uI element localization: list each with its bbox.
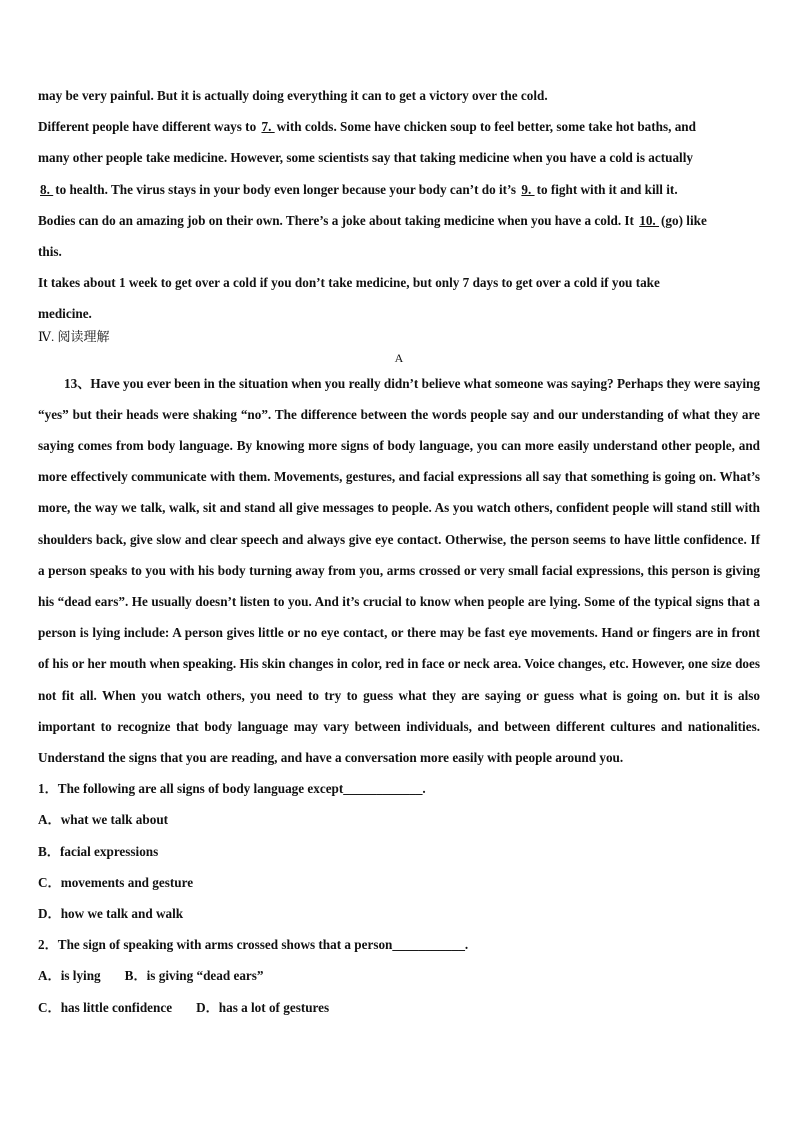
question-1-option-b: B．facial expressions bbox=[38, 843, 159, 859]
text: Bodies can do an amazing job on their own. There’s a joke about taking medicine when you have a cold. It bbox=[38, 212, 638, 228]
question-2-option-c: C．has little confidence bbox=[38, 999, 173, 1015]
text: (go) like bbox=[661, 212, 707, 228]
cloze-line-1: may be very painful. But it is actually doing everything it can to get a victory over the cold. bbox=[38, 88, 548, 103]
text: Different people have different ways to bbox=[38, 119, 260, 135]
text: to health. The virus stays in your body even longer because your body can’t do it’s bbox=[55, 181, 520, 197]
question-2-options-row-2 bbox=[38, 992, 760, 1023]
cloze-line-8: medicine. bbox=[38, 306, 92, 322]
blank-9: 9. bbox=[521, 181, 535, 197]
question-1-option-a: A．what we talk about bbox=[38, 812, 169, 828]
question-2-option-d: D．has a lot of gestures bbox=[196, 999, 330, 1015]
text: to fight with it and kill it. bbox=[536, 181, 678, 197]
cloze-line-4 bbox=[38, 174, 760, 205]
blank-10: 10. bbox=[639, 212, 660, 228]
blank-7: 7. bbox=[261, 119, 275, 135]
question-2-option-b: B．is giving “dead ears” bbox=[124, 968, 264, 984]
cloze-line-2 bbox=[38, 111, 760, 142]
text: with colds. Some have chicken soup to feel better, some take hot baths, and bbox=[276, 119, 696, 135]
question-1-option-c: C．movements and gesture bbox=[38, 874, 194, 890]
question-1-option-d: D．how we talk and walk bbox=[38, 906, 184, 922]
question-2-options-row-1 bbox=[38, 960, 760, 991]
question-1-stem: 1．The following are all signs of body language except____________. bbox=[38, 781, 426, 797]
blank-8: 8. bbox=[40, 181, 54, 197]
cloze-line-3: many other people take medicine. However, some scientists say that taking medicine when you have a cold is actually bbox=[38, 150, 693, 166]
reading-passage: 13、Have you ever been in the situation when you really didn’t believe what someone was saying? Perhaps they were saying “yes” but their heads were shaking “no”. The difference between the words people say and our understanding of what they are saying comes from body language. By knowing more signs of body language, you can more easily understand other people, and more effectively communicate with them. Movements, gestures, and facial expressions all say that something is going on. What’s more, the way we talk, walk, sit and stand all give messages to people. As you watch others, confident people will stand still with shoulders back, give slow and clear speech and always give eye contact. Otherwise, the person seems to have little confidence. If a person speaks to you with his body turning away from you, arms crossed or very small facial expressions, this person is giving his “dead ears”. He usually doesn’t listen to you. And it’s crucial to know when people are lying. Some of the typical signs that a person is lying include: A person gives little or no eye contact, or there may be fast eye movements. Hand or fingers are in front of his or her mouth when speaking. His skin changes in color, red in face or neck area. Voice changes, etc. However, one size does not fit all. When you watch others, you need to try to guess what they are saying or guess what is going on. but it is also important to recognize that body language may vary between individuals, and between different cultures and nationalities. Understand the signs that you are reading, and have a conversation more easily with people around you. bbox=[38, 375, 760, 766]
document-page bbox=[38, 80, 760, 1023]
cloze-line-7: It takes about 1 week to get over a cold if you don’t take medicine, but only 7 days to get over a cold if you take bbox=[38, 275, 660, 291]
cloze-line-6: this. bbox=[38, 244, 62, 260]
cloze-line-5 bbox=[38, 205, 760, 236]
section-subtitle: A bbox=[394, 350, 404, 365]
question-2-stem: 2．The sign of speaking with arms crossed shows that a person___________. bbox=[38, 937, 469, 953]
question-2-option-a: A．is lying bbox=[38, 968, 101, 984]
section-title: Ⅳ. 阅读理解 bbox=[38, 328, 110, 344]
